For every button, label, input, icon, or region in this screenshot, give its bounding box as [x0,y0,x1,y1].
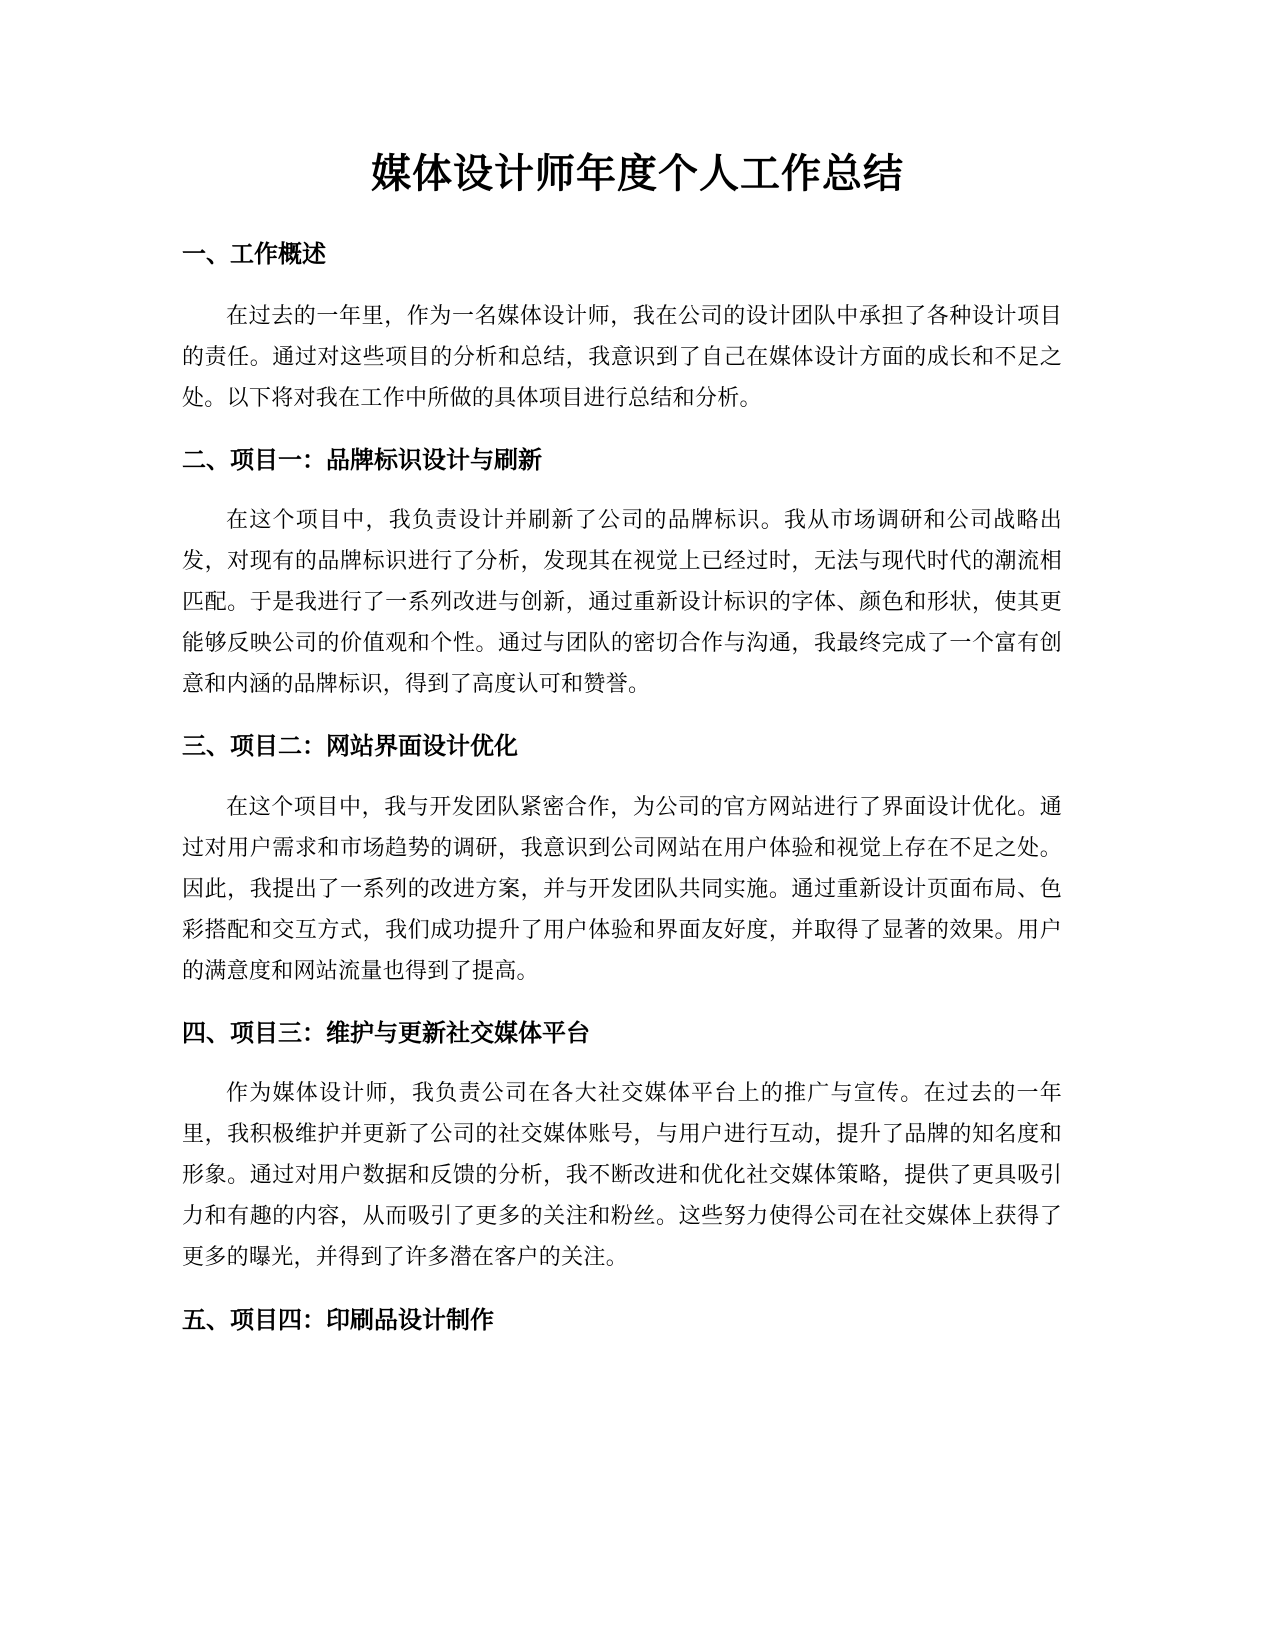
section-heading-project-1: 二、项目一：品牌标识设计与刷新 [182,446,542,474]
section-paragraph-project-2: 在这个项目中，我与开发团队紧密合作，为公司的官方网站进行了界面设计优化。通过对用户需求和市场趋势的调研，我意识到公司网站在用户体验和视觉上存在不足之处。因此，我提出了一系列的改进方案，并与开发团队共同实施。通过重新设计页面布局、色彩搭配和交互方式，我们成功提升了用户体验和界面友好度，并取得了显著的效果。用户的满意度和网站流量也得到了提高。 [182,795,1062,984]
section-heading-project-3: 四、项目三：维护与更新社交媒体平台 [182,1019,590,1047]
section-paragraph-project-3: 作为媒体设计师，我负责公司在各大社交媒体平台上的推广与宣传。在过去的一年里，我积极维护并更新了公司的社交媒体账号，与用户进行互动，提升了品牌的知名度和形象。通过对用户数据和反馈的分析，我不断改进和优化社交媒体策略，提供了更具吸引力和有趣的内容，从而吸引了更多的关注和粉丝。这些努力使得公司在社交媒体上获得了更多的曝光，并得到了许多潜在客户的关注。 [182,1081,1062,1270]
section-heading-overview: 一、工作概述 [182,240,326,268]
section-heading-project-2: 三、项目二：网站界面设计优化 [182,732,518,760]
section-paragraph-project-1: 在这个项目中，我负责设计并刷新了公司的品牌标识。我从市场调研和公司战略出发，对现有的品牌标识进行了分析，发现其在视觉上已经过时，无法与现代时代的潮流相匹配。于是我进行了一系列改进与创新，通过重新设计标识的字体、颜色和形状，使其更能够反映公司的价值观和个性。通过与团队的密切合作与沟通，我最终完成了一个富有创意和内涵的品牌标识，得到了高度认可和赞誉。 [182,508,1062,697]
section-paragraph-overview: 在过去的一年里，作为一名媒体设计师，我在公司的设计团队中承担了各种设计项目的责任。通过对这些项目的分析和总结，我意识到了自己在媒体设计方面的成长和不足之处。以下将对我在工作中所做的具体项目进行总结和分析。 [182,304,1062,411]
document-title: 媒体设计师年度个人工作总结 [371,151,904,197]
section-heading-project-4: 五、项目四：印刷品设计制作 [182,1306,494,1334]
